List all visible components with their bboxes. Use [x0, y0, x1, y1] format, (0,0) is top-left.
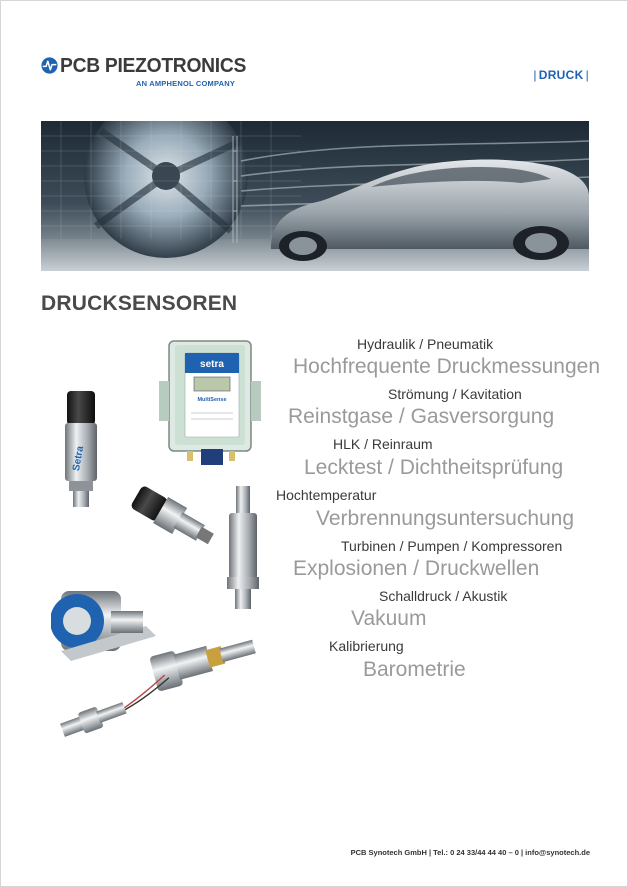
footer-contact: PCB Synotech GmbH | Tel.: 0 24 33/44 44 40 – 0 | info@synotech.de	[350, 848, 590, 857]
brand-name: PCB PIEZOTRONICS	[60, 54, 247, 77]
hero-image	[41, 121, 589, 271]
application-item: Explosionen / Druckwellen	[293, 557, 540, 580]
application-item: HLK / Reinraum	[333, 436, 433, 452]
category-label: DRUCK	[538, 68, 584, 82]
application-item: Reinstgase / Gasversorgung	[288, 405, 555, 428]
application-item: Hochtemperatur	[276, 487, 377, 503]
setra-pressure-sensor	[65, 391, 97, 507]
application-item: Kalibrierung	[329, 638, 404, 654]
section-title: DRUCKSENSOREN	[41, 292, 238, 315]
transmitter-model: MultiSense	[197, 397, 227, 403]
application-item: Verbrennungsuntersuchung	[316, 507, 575, 530]
high-temp-sensor	[227, 486, 259, 609]
application-item: Strömung / Kavitation	[388, 386, 522, 402]
pcb-logo	[41, 54, 251, 94]
sensor-brand: Setra	[70, 445, 87, 472]
application-item: Hochfrequente Druckmessungen	[293, 355, 601, 378]
product-photo-collage	[51, 331, 281, 751]
application-item: Hydraulik / Pneumatik	[357, 336, 494, 352]
pcb-logo-mark-icon	[41, 57, 58, 74]
tilted-sensor	[129, 483, 218, 552]
category-tag: | DRUCK |	[533, 68, 589, 82]
application-item: Vakuum	[351, 607, 427, 630]
transmitter-product	[159, 341, 261, 465]
blue-label-sensor	[51, 591, 156, 661]
application-item: Lecktest / Dichtheitsprüfung	[304, 456, 564, 479]
threaded-sensor	[149, 630, 259, 692]
application-item: Schalldruck / Akustik	[379, 588, 508, 604]
brand-tagline: AN AMPHENOL COMPANY	[136, 79, 236, 88]
application-item: Barometrie	[363, 658, 466, 681]
application-item: Turbinen / Pumpen / Kompressoren	[341, 538, 563, 554]
transmitter-brand: setra	[200, 359, 224, 370]
